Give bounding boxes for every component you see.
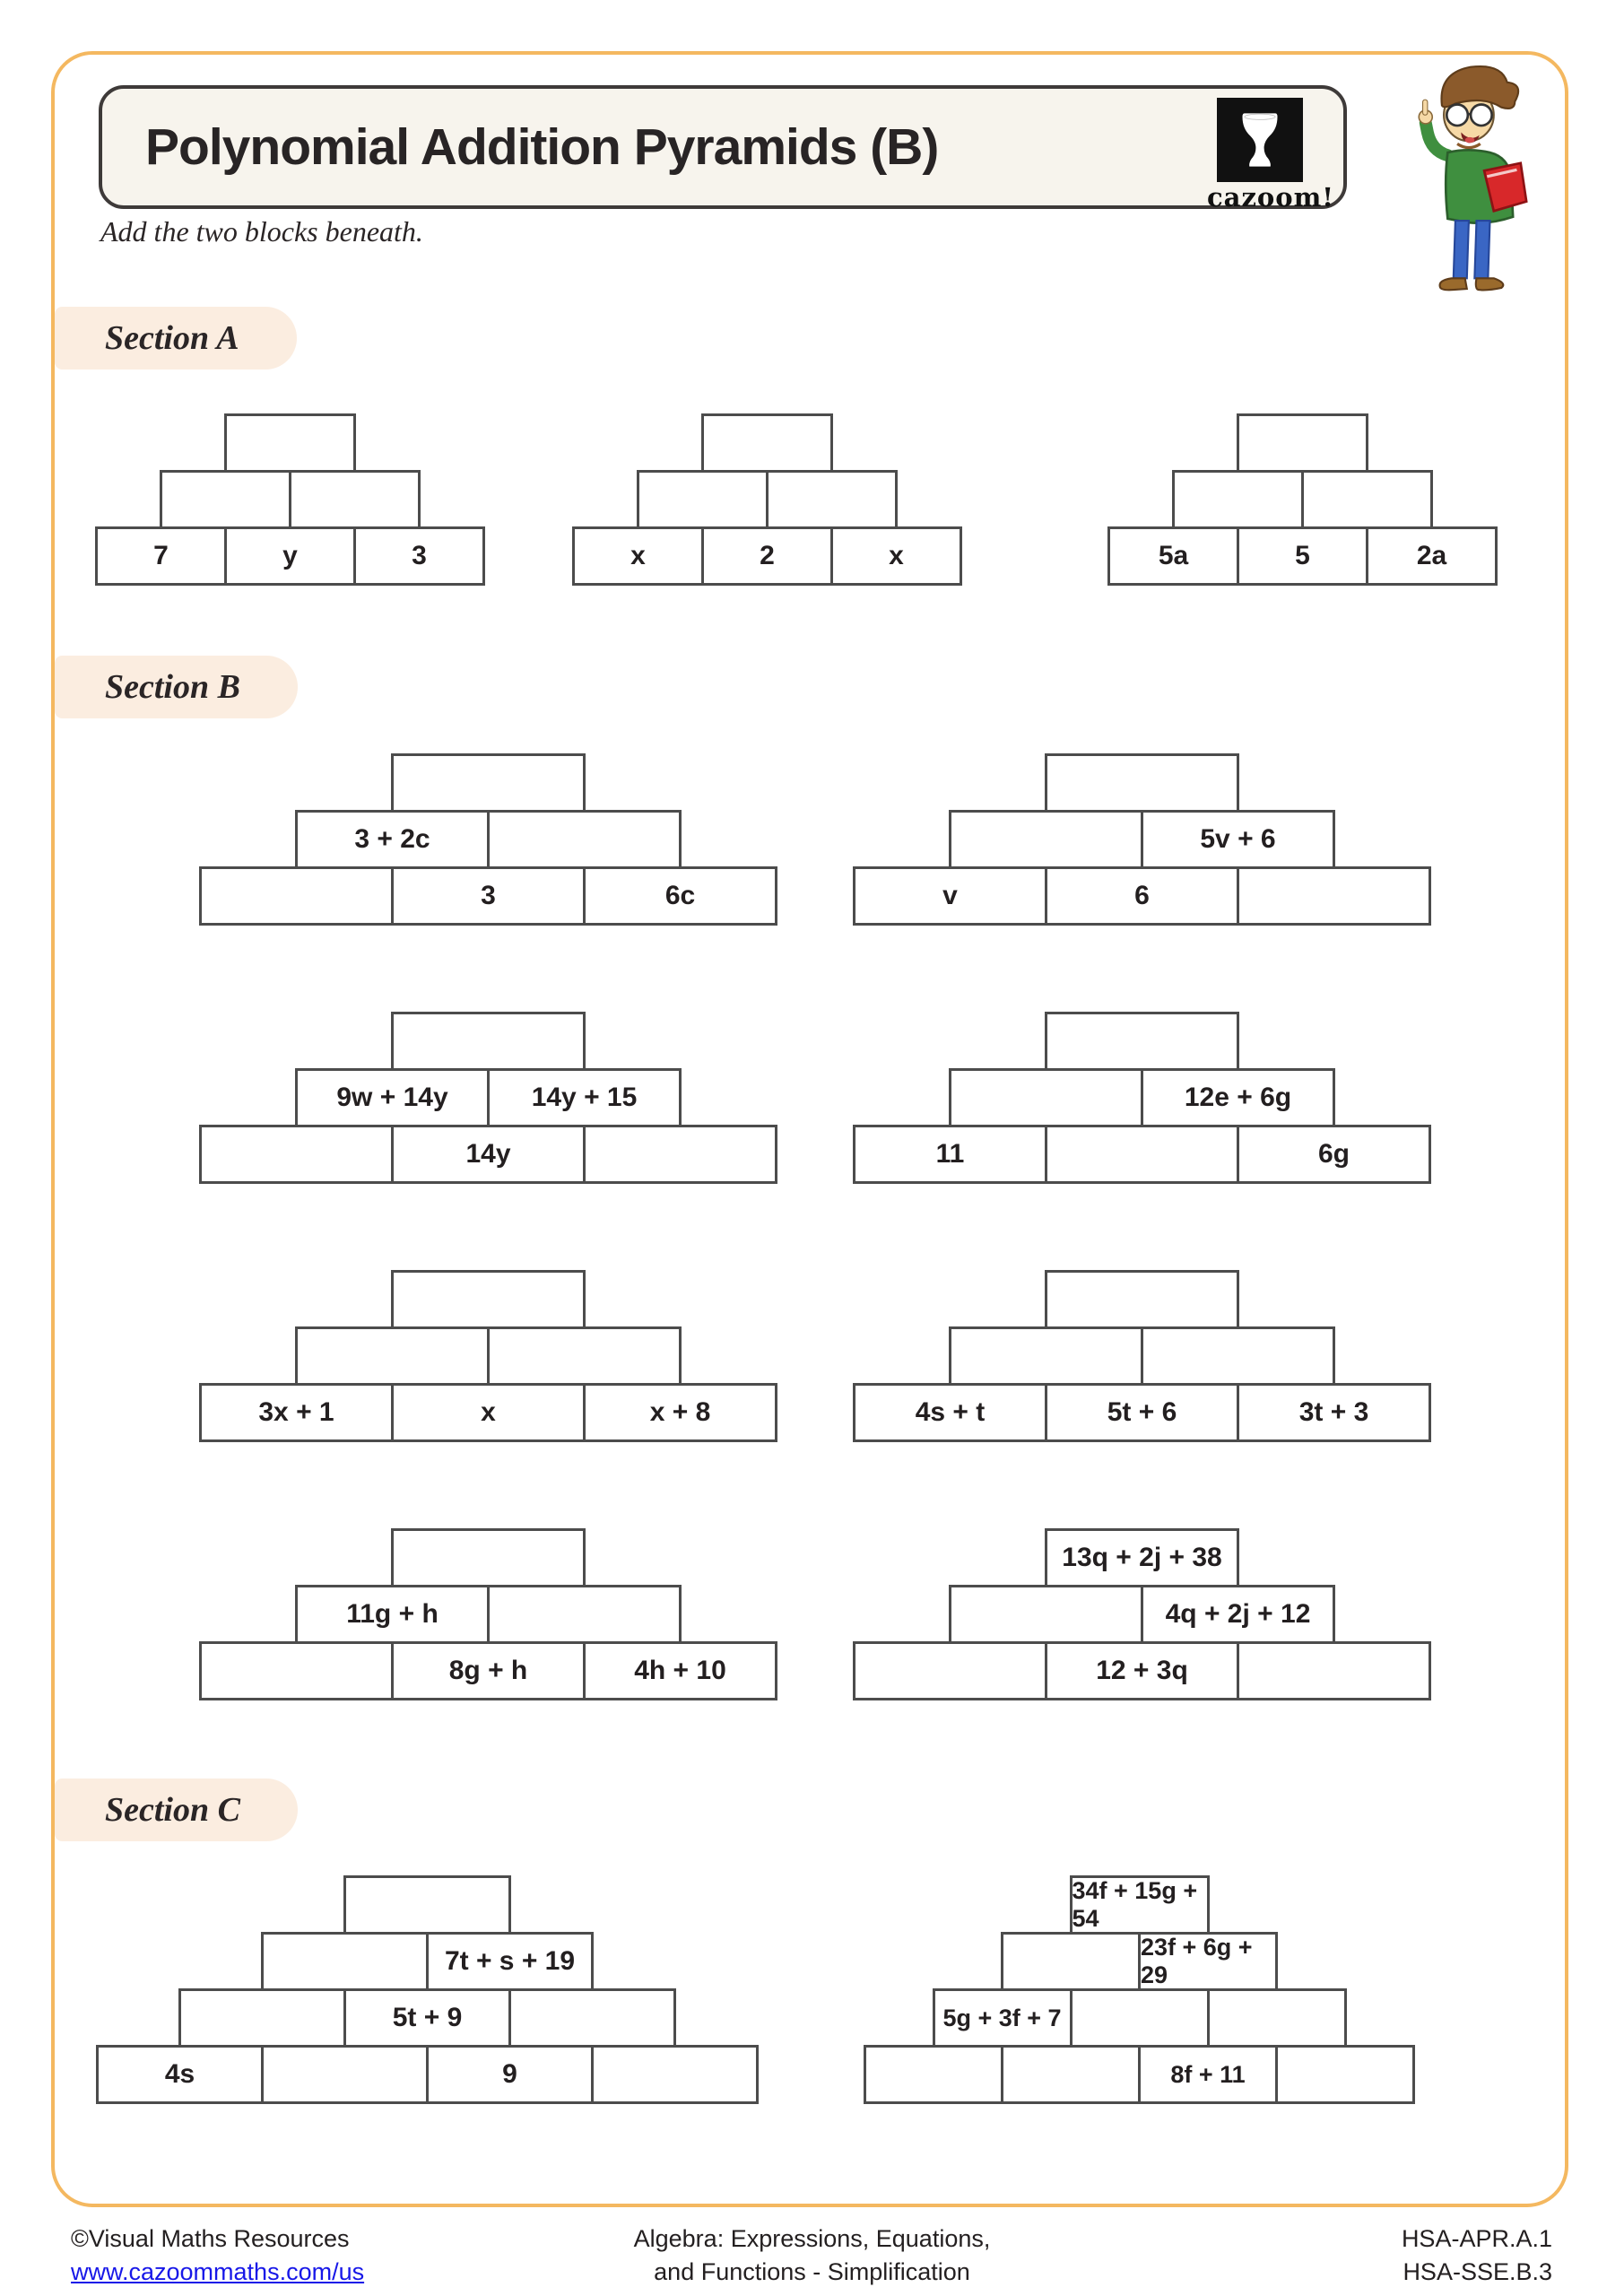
pyramid-b7 [199, 1528, 777, 1700]
pyramid-row [853, 1383, 1431, 1442]
pyramid-row [295, 810, 682, 869]
pyramid-row [391, 1528, 586, 1587]
pyramid-row [949, 1585, 1335, 1644]
footer-standard-2: HSA-SSE.B.3 [1403, 2258, 1552, 2285]
pyramid-cell-empty [1001, 2045, 1141, 2104]
section-c-label: Section C [55, 1779, 298, 1841]
pyramid-cell: 2a [1366, 526, 1498, 586]
footer-copyright: ©Visual Maths Resources [71, 2225, 350, 2252]
pyramid-cell: 5a [1107, 526, 1239, 586]
pyramid-row [391, 753, 586, 813]
pyramid-b5 [199, 1270, 777, 1442]
pyramid-row [949, 1326, 1335, 1386]
pyramid-cell-empty [391, 753, 586, 813]
pyramid-cell: x [572, 526, 704, 586]
pyramid-cell-empty [391, 1528, 586, 1587]
pyramid-row [199, 1641, 777, 1700]
teacher-illustration [1388, 59, 1551, 300]
footer-subject-line2: and Functions - Simplification [654, 2258, 970, 2285]
pyramid-cell-empty [949, 1326, 1143, 1386]
pyramid-cell: 6c [583, 866, 777, 926]
pyramid-c1 [96, 1875, 759, 2104]
pyramid-row [1045, 1528, 1239, 1587]
pyramid-cell: 14y [391, 1125, 586, 1184]
pyramid-cell: 4q + 2j + 12 [1141, 1585, 1335, 1644]
pyramid-cell: 4s + t [853, 1383, 1047, 1442]
pyramid-row [1045, 1012, 1239, 1071]
pyramid-row [1045, 753, 1239, 813]
page-title: Polynomial Addition Pyramids (B) [145, 118, 939, 176]
pyramid-cell-empty [160, 470, 291, 529]
instruction-text: Add the two blocks beneath. [100, 215, 423, 248]
pyramid-cell-empty [295, 1326, 490, 1386]
pyramid-cell: y [224, 526, 356, 586]
pyramid-cell: 7 [95, 526, 227, 586]
pyramid-cell-empty [1001, 1932, 1141, 1991]
pyramid-row [96, 2045, 759, 2104]
pyramid-cell-empty [199, 1125, 394, 1184]
pyramid-row [1070, 1875, 1210, 1935]
pyramid-cell: 5t + 9 [343, 1988, 511, 2048]
pyramid-cell-empty [1301, 470, 1433, 529]
pyramid-cell-empty [1237, 866, 1431, 926]
pyramid-cell-empty [1070, 1988, 1210, 2048]
pyramid-cell: 4h + 10 [583, 1641, 777, 1700]
pyramid-cell: 3 [391, 866, 586, 926]
pyramid-row [391, 1012, 586, 1071]
pyramid-a1 [95, 413, 485, 586]
pyramid-cell-empty [343, 1875, 511, 1935]
pyramid-cell-empty [1207, 1988, 1347, 2048]
pyramid-cell-empty [949, 1585, 1143, 1644]
pyramid-row [1172, 470, 1433, 529]
title-box [99, 85, 1347, 213]
pyramid-cell-empty [583, 1125, 777, 1184]
pyramid-row [261, 1932, 594, 1991]
pyramid-b4 [853, 1012, 1431, 1184]
pyramid-cell-empty [591, 2045, 759, 2104]
pyramid-cell-empty [391, 1012, 586, 1071]
pyramid-row [864, 2045, 1415, 2104]
pyramid-row [853, 1641, 1431, 1700]
pyramid-row [199, 866, 777, 926]
pyramid-row [949, 1068, 1335, 1127]
pyramid-b2 [853, 753, 1431, 926]
footer-link[interactable]: www.cazoommaths.com/us [71, 2258, 365, 2285]
pyramid-cell: 11 [853, 1125, 1047, 1184]
pyramid-cell: 14y + 15 [487, 1068, 682, 1127]
pyramid-cell: 8f + 11 [1138, 2045, 1278, 2104]
pyramid-b3 [199, 1012, 777, 1184]
pyramid-cell: x + 8 [583, 1383, 777, 1442]
pyramid-cell: 5v + 6 [1141, 810, 1335, 869]
pyramid-cell: v [853, 866, 1047, 926]
pyramid-cell: 7t + s + 19 [426, 1932, 594, 1991]
pyramid-cell: 11g + h [295, 1585, 490, 1644]
pyramid-row [295, 1585, 682, 1644]
pyramid-cell-empty [766, 470, 898, 529]
pyramid-cell: 12 + 3q [1045, 1641, 1239, 1700]
pyramid-cell-empty [1172, 470, 1304, 529]
pyramid-a3 [1107, 413, 1498, 586]
pyramid-b8 [853, 1528, 1431, 1700]
pyramid-cell-empty [487, 810, 682, 869]
pyramid-cell: 3x + 1 [199, 1383, 394, 1442]
pyramid-row [95, 526, 485, 586]
pyramid-cell: 5t + 6 [1045, 1383, 1239, 1442]
pyramid-cell: 4s [96, 2045, 264, 2104]
footer-standard-1: HSA-APR.A.1 [1401, 2225, 1552, 2252]
pyramid-cell: 8g + h [391, 1641, 586, 1700]
pyramid-cell-empty [261, 1932, 429, 1991]
pyramid-cell: 3t + 3 [1237, 1383, 1431, 1442]
pyramid-cell: 6g [1237, 1125, 1431, 1184]
pyramid-cell: x [830, 526, 962, 586]
pyramid-cell-empty [637, 470, 769, 529]
pyramid-cell: 34f + 15g + 54 [1070, 1875, 1210, 1935]
pyramid-row [853, 866, 1431, 926]
pyramid-row [295, 1326, 682, 1386]
pyramid-cell-empty [289, 470, 421, 529]
logo-text: cazoom! [1207, 182, 1335, 213]
pyramid-row [1045, 1270, 1239, 1329]
pyramid-cell-empty [178, 1988, 346, 2048]
pyramid-cell: 23f + 6g + 29 [1138, 1932, 1278, 1991]
pyramid-row [853, 1125, 1431, 1184]
pyramid-row [701, 413, 833, 473]
pyramid-cell-empty [701, 413, 833, 473]
pyramid-cell: 5 [1237, 526, 1368, 586]
pyramid-cell-empty [224, 413, 356, 473]
pyramid-row [933, 1988, 1347, 2048]
pyramid-cell: 9w + 14y [295, 1068, 490, 1127]
pyramid-cell-empty [487, 1326, 682, 1386]
pyramid-cell-empty [1045, 1012, 1239, 1071]
pyramid-a2 [572, 413, 962, 586]
pyramid-cell: 13q + 2j + 38 [1045, 1528, 1239, 1587]
pyramid-b1 [199, 753, 777, 926]
pyramid-row [1001, 1932, 1278, 1991]
pyramid-cell-empty [1045, 1270, 1239, 1329]
pyramid-b6 [853, 1270, 1431, 1442]
pyramid-row [199, 1383, 777, 1442]
pyramid-cell: 9 [426, 2045, 594, 2104]
section-a-label: Section A [55, 307, 297, 370]
pyramid-row [199, 1125, 777, 1184]
pyramid-cell-empty [199, 1641, 394, 1700]
pyramid-row [295, 1068, 682, 1127]
pyramid-cell-empty [1237, 1641, 1431, 1700]
pyramid-cell-empty [1045, 1125, 1239, 1184]
pyramid-cell-empty [864, 2045, 1003, 2104]
pyramid-row [572, 526, 962, 586]
pyramid-cell-empty [1237, 413, 1368, 473]
pyramid-cell-empty [853, 1641, 1047, 1700]
pyramid-cell-empty [1275, 2045, 1415, 2104]
pyramid-row [160, 470, 421, 529]
pyramid-cell-empty [261, 2045, 429, 2104]
logo-drum-icon [1217, 98, 1303, 182]
pyramid-cell-empty [949, 810, 1143, 869]
section-b-label: Section B [55, 656, 298, 718]
pyramid-cell-empty [508, 1988, 676, 2048]
pyramid-cell-empty [487, 1585, 682, 1644]
pyramid-cell: 5g + 3f + 7 [933, 1988, 1073, 2048]
pyramid-cell: 6 [1045, 866, 1239, 926]
pyramid-cell-empty [949, 1068, 1143, 1127]
footer-subject-line1: Algebra: Expressions, Equations, [633, 2225, 991, 2252]
pyramid-cell: 12e + 6g [1141, 1068, 1335, 1127]
pyramid-row [949, 810, 1335, 869]
pyramid-row [391, 1270, 586, 1329]
pyramid-row [178, 1988, 676, 2048]
pyramid-row [343, 1875, 511, 1935]
pyramid-cell-empty [199, 866, 394, 926]
pyramid-cell-empty [1141, 1326, 1335, 1386]
cazoom-logo [1207, 98, 1335, 213]
pyramid-cell: 2 [701, 526, 833, 586]
pyramid-cell: x [391, 1383, 586, 1442]
pyramid-row [637, 470, 898, 529]
pyramid-row [224, 413, 356, 473]
pyramid-cell: 3 [353, 526, 485, 586]
pyramid-row [1107, 526, 1498, 586]
pyramid-row [1237, 413, 1368, 473]
pyramid-c2 [864, 1875, 1415, 2104]
pyramid-cell-empty [1045, 753, 1239, 813]
pyramid-cell-empty [391, 1270, 586, 1329]
pyramid-cell: 3 + 2c [295, 810, 490, 869]
